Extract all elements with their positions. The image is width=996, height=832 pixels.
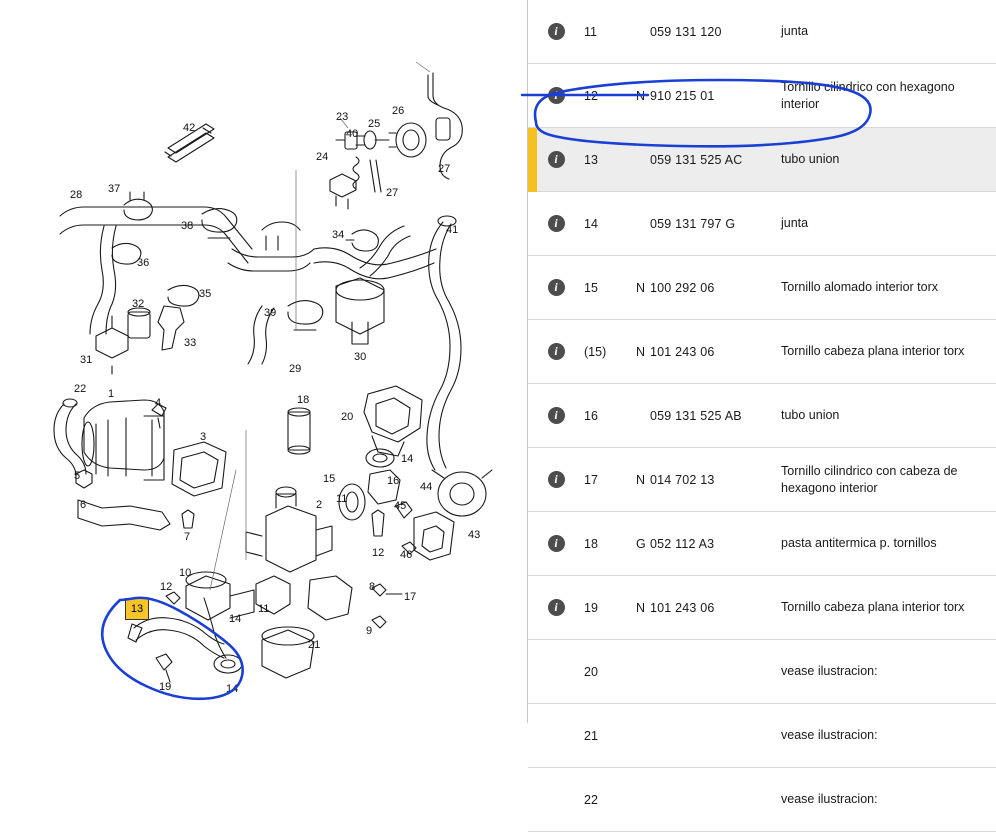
svg-text:33: 33 (184, 337, 197, 349)
svg-text:29: 29 (289, 363, 302, 375)
description-cell (781, 640, 996, 704)
svg-text:40: 40 (346, 128, 359, 140)
info-icon[interactable]: i (548, 215, 565, 232)
info-cell (528, 384, 584, 448)
svg-text:11: 11 (336, 493, 348, 505)
exploded-view-illustration (0, 0, 527, 723)
position-number: 19 (584, 600, 598, 615)
svg-text:21: 21 (308, 639, 321, 651)
part-number-value: 059 131 525 AB (650, 408, 742, 423)
svg-text:43: 43 (468, 529, 481, 541)
info-icon[interactable]: i (548, 87, 565, 104)
svg-text:26: 26 (392, 105, 405, 117)
position-number: 22 (584, 792, 598, 807)
position-cell (584, 0, 636, 64)
part-number-prefix: N (636, 344, 646, 359)
description-text: Tornillo cabeza plana interior torx (781, 344, 965, 359)
part-number-cell (636, 640, 781, 704)
svg-text:28: 28 (70, 189, 83, 201)
description-text: tubo union (781, 152, 840, 167)
position-cell (584, 576, 636, 640)
description-text: pasta antitermica p. tornillos (781, 536, 937, 551)
table-row[interactable] (528, 0, 996, 64)
svg-text:24: 24 (316, 151, 329, 163)
info-icon[interactable]: i (548, 535, 565, 552)
svg-text:46: 46 (400, 549, 413, 561)
part-number-prefix: N (636, 600, 646, 615)
svg-text:39: 39 (264, 307, 277, 319)
description-text: Tornillo cabeza plana interior torx (781, 600, 965, 615)
position-number: 20 (584, 664, 598, 679)
description-text: Tornillo alomado interior torx (781, 280, 939, 295)
part-number-value: 101 243 06 (650, 600, 715, 615)
info-cell (528, 768, 584, 832)
svg-text:14: 14 (401, 453, 414, 465)
svg-text:4: 4 (155, 397, 162, 409)
part-number-cell (636, 448, 781, 512)
svg-text:37: 37 (108, 183, 121, 195)
svg-text:3: 3 (200, 431, 207, 443)
info-cell (528, 704, 584, 768)
svg-text:9: 9 (366, 625, 373, 637)
svg-text:42: 42 (183, 122, 196, 134)
table-row[interactable] (528, 640, 996, 704)
svg-text:5: 5 (74, 470, 81, 482)
description-cell (781, 448, 996, 512)
info-icon[interactable]: i (548, 279, 565, 296)
svg-text:16: 16 (387, 475, 400, 487)
description-text: Tornillo cilindrico con hexagono interior (781, 79, 955, 111)
svg-text:45: 45 (394, 500, 407, 512)
parts-diagram-pane (0, 0, 527, 723)
position-cell (584, 704, 636, 768)
position-number: 13 (584, 152, 598, 167)
description-cell (781, 704, 996, 768)
svg-text:15: 15 (323, 473, 336, 485)
part-number-value: 052 112 A3 (650, 536, 715, 551)
position-cell (584, 384, 636, 448)
info-icon[interactable]: i (548, 343, 565, 360)
info-cell (528, 256, 584, 320)
description-text: vease ilustracion: (781, 792, 878, 807)
description-cell (781, 576, 996, 640)
svg-text:36: 36 (137, 257, 150, 269)
info-icon[interactable]: i (548, 407, 565, 424)
position-number: 17 (584, 472, 598, 487)
info-cell (528, 320, 584, 384)
svg-text:44: 44 (420, 481, 433, 493)
svg-text:27: 27 (386, 187, 399, 199)
svg-text:25: 25 (368, 118, 381, 130)
description-text: Tornillo cilindrico con cabeza de hexagono interior (781, 463, 958, 495)
svg-text:12: 12 (372, 547, 385, 559)
part-number-cell (636, 384, 781, 448)
svg-text:12: 12 (160, 581, 173, 593)
svg-text:30: 30 (354, 351, 367, 363)
info-icon[interactable]: i (548, 23, 565, 40)
position-number: 12 (584, 88, 598, 103)
position-number: 14 (584, 216, 598, 231)
table-row[interactable] (528, 576, 996, 640)
part-number-cell (636, 576, 781, 640)
svg-text:17: 17 (404, 591, 417, 603)
table-row[interactable] (528, 128, 996, 192)
info-cell (528, 0, 584, 64)
svg-text:31: 31 (80, 354, 93, 366)
part-number-value: 100 292 06 (650, 280, 715, 295)
description-cell (781, 128, 996, 192)
info-cell (528, 64, 584, 128)
position-cell (584, 768, 636, 832)
description-text: vease ilustracion: (781, 728, 878, 743)
svg-text:22: 22 (74, 383, 87, 395)
parts-table-pane[interactable] (527, 0, 996, 807)
part-number-cell (636, 0, 781, 64)
description-cell (781, 256, 996, 320)
position-number: 21 (584, 728, 598, 743)
position-number: 16 (584, 408, 598, 423)
table-row[interactable] (528, 704, 996, 768)
svg-text:14: 14 (226, 683, 239, 695)
position-cell (584, 448, 636, 512)
table-row[interactable] (528, 320, 996, 384)
part-number-value: 014 702 13 (650, 472, 715, 487)
part-number-value: 910 215 01 (650, 88, 715, 103)
info-cell (528, 192, 584, 256)
part-number-cell (636, 192, 781, 256)
description-cell (781, 768, 996, 832)
part-number-cell (636, 256, 781, 320)
position-cell (584, 192, 636, 256)
svg-text:10: 10 (179, 567, 192, 579)
table-row[interactable] (528, 512, 996, 576)
description-cell (781, 0, 996, 64)
position-cell (584, 640, 636, 704)
info-icon[interactable]: i (548, 471, 565, 488)
svg-text:38: 38 (181, 220, 194, 232)
info-icon[interactable]: i (548, 151, 565, 168)
part-number-prefix: N (636, 88, 646, 103)
svg-text:34: 34 (332, 229, 345, 241)
description-text: vease ilustracion: (781, 664, 878, 679)
part-number-cell (636, 768, 781, 832)
info-cell (528, 512, 584, 576)
info-cell (528, 640, 584, 704)
svg-text:19: 19 (159, 681, 172, 693)
table-row[interactable] (528, 384, 996, 448)
svg-text:2: 2 (316, 499, 323, 511)
svg-text:8: 8 (369, 581, 376, 593)
info-icon[interactable]: i (548, 599, 565, 616)
position-cell (584, 512, 636, 576)
position-cell (584, 320, 636, 384)
description-cell (781, 512, 996, 576)
description-text: tubo union (781, 408, 840, 423)
part-number-prefix: N (636, 472, 646, 487)
position-cell (584, 64, 636, 128)
svg-text:27: 27 (438, 163, 451, 175)
part-number-prefix: G (636, 536, 646, 551)
parts-list-table (528, 0, 996, 832)
description-cell (781, 64, 996, 128)
position-number: 18 (584, 536, 598, 551)
position-number: 15 (584, 280, 598, 295)
info-cell (528, 576, 584, 640)
svg-text:14: 14 (229, 613, 242, 625)
position-number: 11 (584, 24, 597, 39)
part-number-cell (636, 64, 781, 128)
svg-text:35: 35 (199, 288, 212, 300)
position-number: (15) (584, 344, 607, 359)
description-text: junta (781, 216, 809, 231)
part-number-cell (636, 320, 781, 384)
svg-text:32: 32 (132, 298, 145, 310)
svg-text:6: 6 (80, 499, 87, 511)
table-row[interactable] (528, 256, 996, 320)
info-cell (528, 448, 584, 512)
svg-text:20: 20 (341, 411, 354, 423)
part-number-cell (636, 704, 781, 768)
part-number-value: 059 131 120 (650, 24, 722, 39)
description-cell (781, 192, 996, 256)
svg-text:41: 41 (446, 224, 459, 236)
svg-text:11: 11 (258, 603, 270, 615)
part-number-prefix: N (636, 280, 646, 295)
callout-13-badge: 13 (125, 598, 149, 620)
part-number-value: 059 131 525 AC (650, 152, 743, 167)
part-number-cell (636, 512, 781, 576)
row-selected-marker (528, 128, 537, 192)
svg-text:1: 1 (108, 388, 115, 400)
table-row[interactable] (528, 192, 996, 256)
svg-text:23: 23 (336, 111, 349, 123)
table-row[interactable] (528, 768, 996, 832)
table-row[interactable] (528, 448, 996, 512)
svg-text:18: 18 (297, 394, 310, 406)
part-number-value: 059 131 797 G (650, 216, 736, 231)
table-row[interactable] (528, 64, 996, 128)
description-cell (781, 384, 996, 448)
position-cell (584, 256, 636, 320)
part-number-value: 101 243 06 (650, 344, 715, 359)
part-number-cell (636, 128, 781, 192)
description-text: junta (781, 24, 809, 39)
svg-text:7: 7 (184, 531, 191, 543)
position-cell (584, 128, 636, 192)
description-cell (781, 320, 996, 384)
